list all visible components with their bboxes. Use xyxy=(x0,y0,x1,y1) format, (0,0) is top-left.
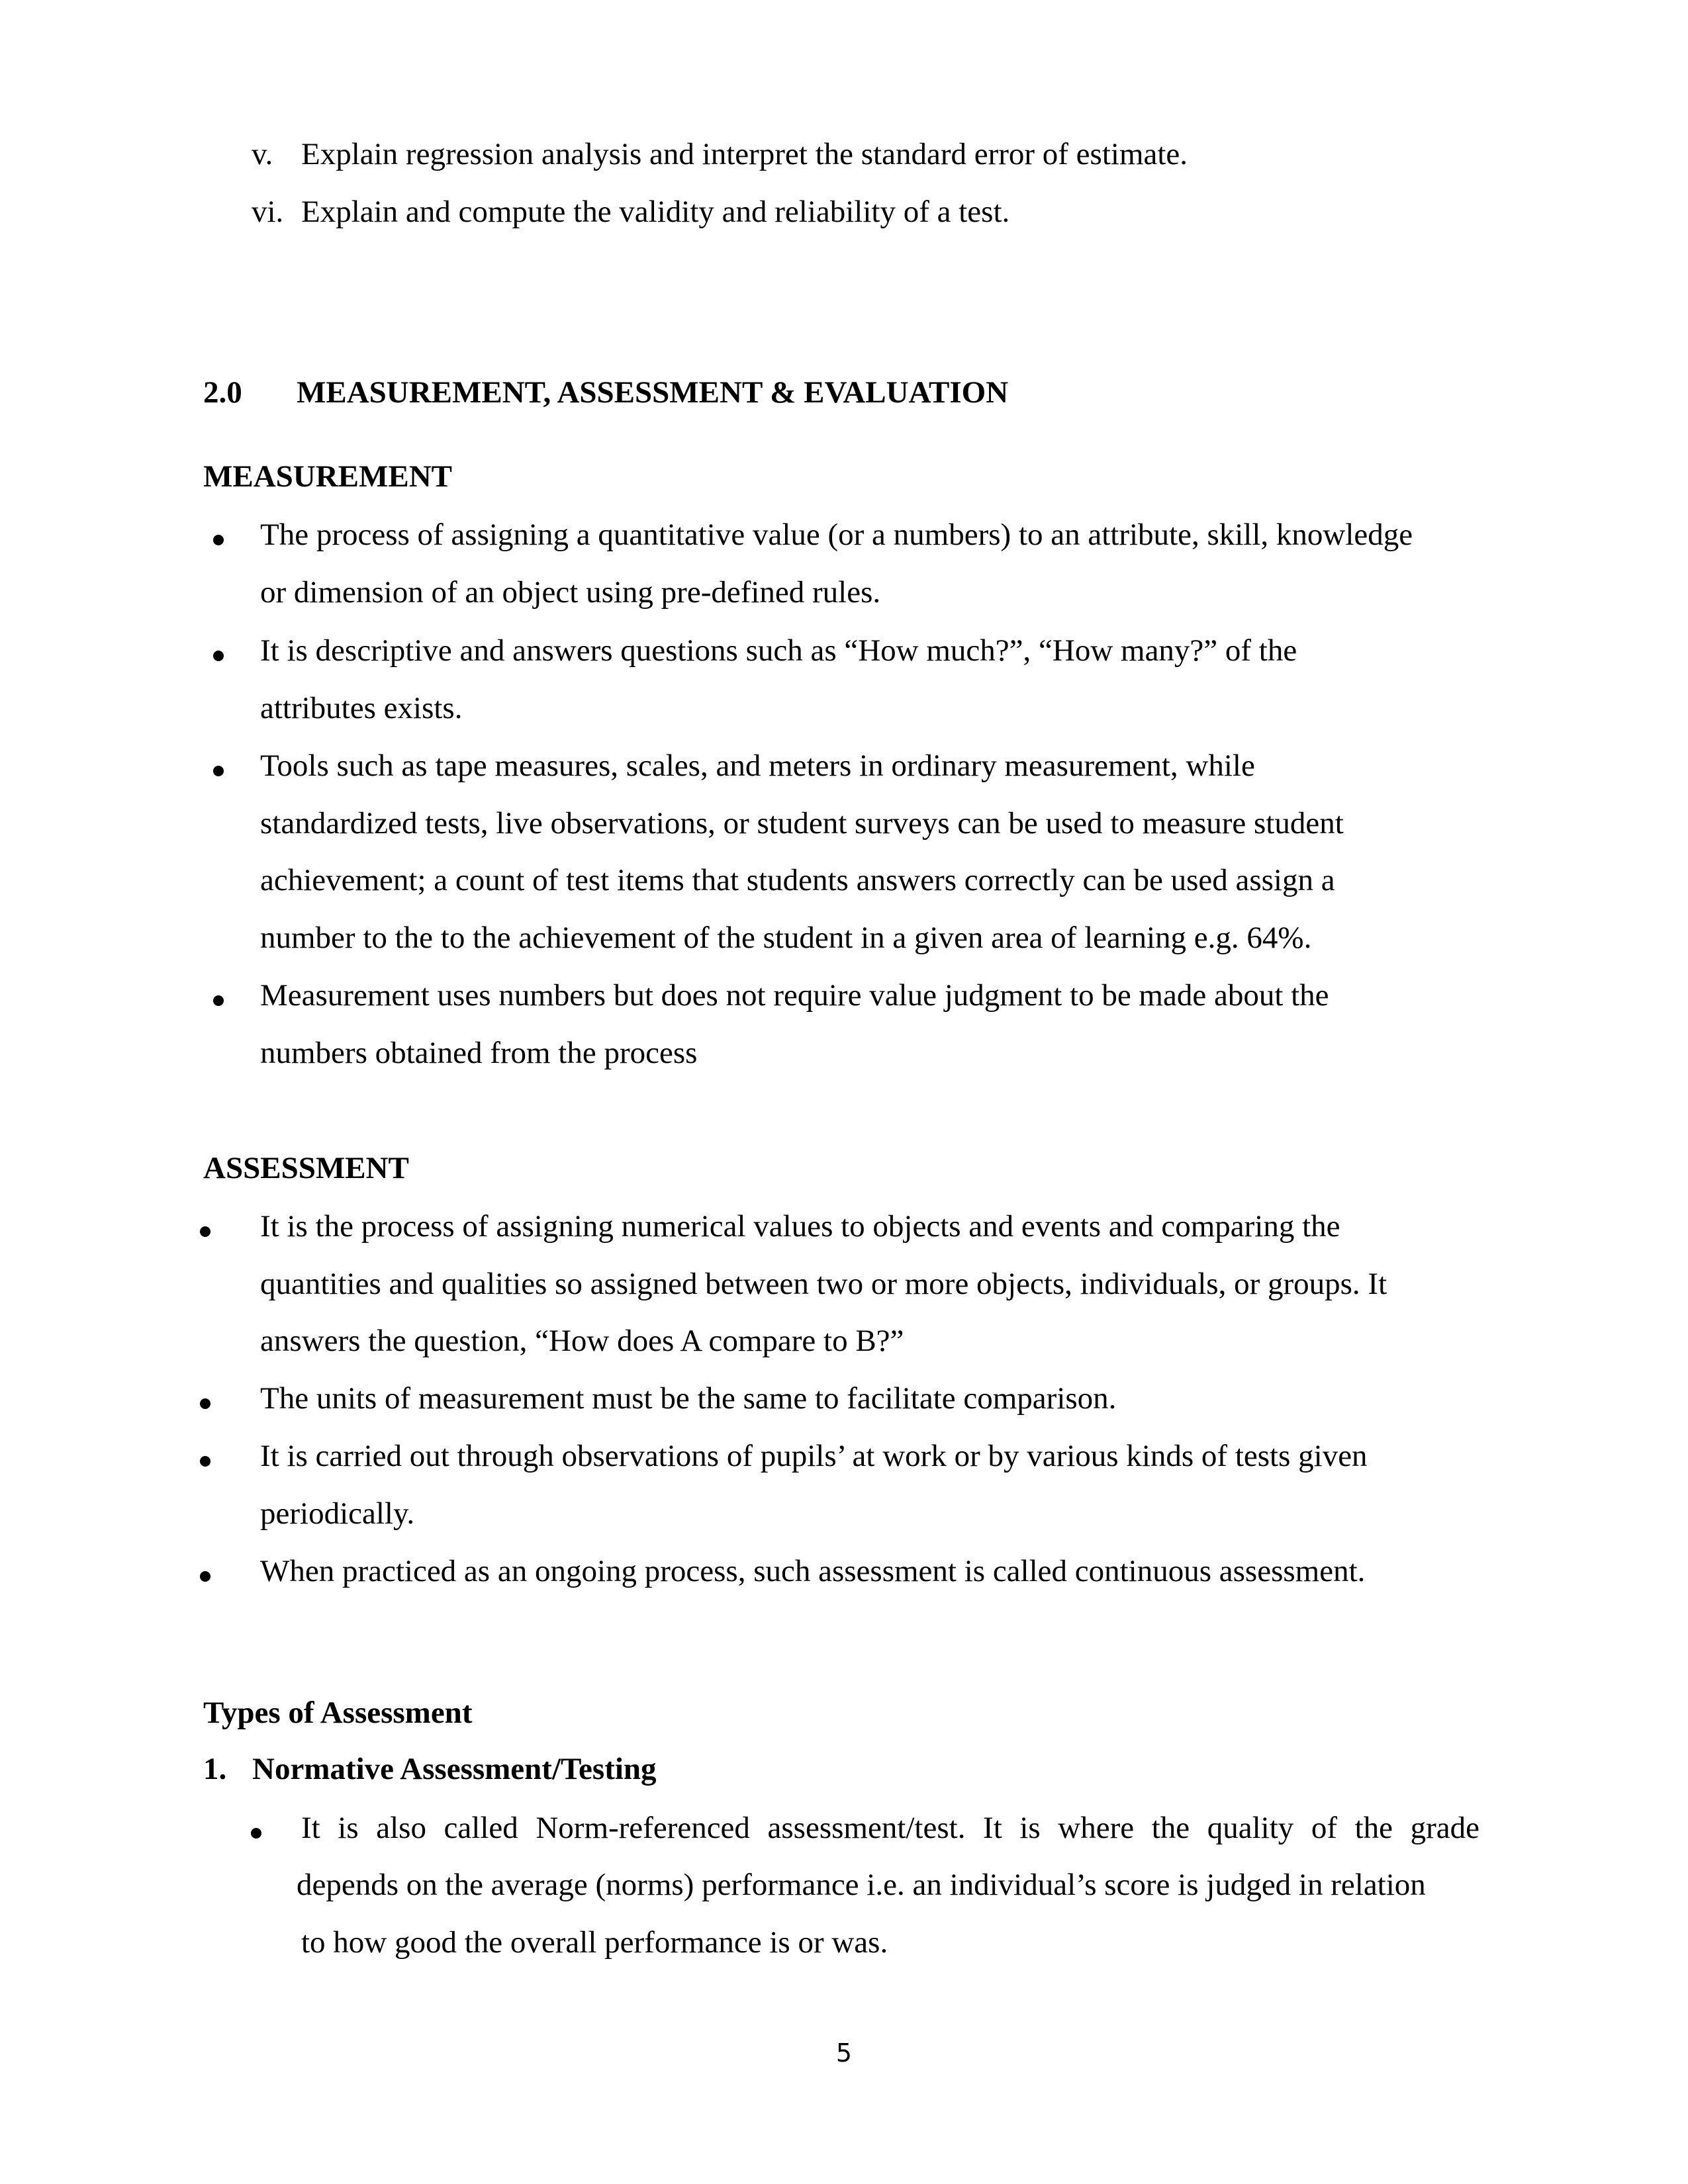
measurement-bullet-line: or dimension of an object using pre-defined rules. xyxy=(260,575,881,610)
objective-number: vi. xyxy=(252,195,284,229)
measurement-bullet-line: number to the to the achievement of the student in a given area of learning e.g. 64%. xyxy=(260,921,1312,955)
objective-text: Explain and compute the validity and reliability of a test. xyxy=(301,195,1010,229)
assessment-bullet-line: The units of measurement must be the same to facilitate comparison. xyxy=(260,1381,1117,1416)
assessment-bullet-line: It is carried out through observations of pupils’ at work or by various kinds of tests given xyxy=(260,1439,1368,1473)
bullet-icon xyxy=(200,1398,211,1409)
measurement-heading: MEASUREMENT xyxy=(203,459,453,494)
types-item-title: Normative Assessment/Testing xyxy=(252,1752,657,1786)
types-bullet-line: to how good the overall performance is or was. xyxy=(301,1925,888,1960)
types-bullet-line: It is also called Norm-referenced assessment/test. It is where the quality of the grade xyxy=(301,1811,1479,1845)
assessment-bullet-line: quantities and qualities so assigned between two or more objects, individuals, or groups. It xyxy=(260,1267,1387,1301)
bullet-icon xyxy=(200,1456,211,1467)
objective-number: v. xyxy=(252,137,273,171)
bullet-icon xyxy=(251,1828,261,1839)
types-heading: Types of Assessment xyxy=(203,1696,473,1730)
assessment-bullet-line: answers the question, “How does A compare to B?” xyxy=(260,1324,904,1358)
types-item-number: 1. xyxy=(203,1752,227,1786)
measurement-bullet-line: achievement; a count of test items that students answers correctly can be used assign a xyxy=(260,863,1335,897)
assessment-heading: ASSESSMENT xyxy=(203,1151,409,1185)
bullet-icon xyxy=(213,535,224,545)
assessment-bullet-line: When practiced as an ongoing process, such assessment is called continuous assessment. xyxy=(260,1554,1366,1588)
measurement-bullet-line: attributes exists. xyxy=(260,691,463,725)
measurement-bullet-line: numbers obtained from the process xyxy=(260,1036,698,1070)
measurement-bullet-line: Measurement uses numbers but does not require value judgment to be made about the xyxy=(260,978,1329,1013)
section-number: 2.0 xyxy=(203,375,242,410)
assessment-bullet-line: periodically. xyxy=(260,1496,415,1531)
measurement-bullet-line: It is descriptive and answers questions such as “How much?”, “How many?” of the xyxy=(260,633,1297,668)
measurement-bullet-line: standardized tests, live observations, or student surveys can be used to measure student xyxy=(260,806,1344,841)
bullet-icon xyxy=(213,651,224,661)
page-number: 5 xyxy=(835,2038,853,2068)
objective-text: Explain regression analysis and interpret the standard error of estimate. xyxy=(301,137,1188,171)
section-title: MEASUREMENT, ASSESSMENT & EVALUATION xyxy=(297,375,1009,410)
bullet-icon xyxy=(200,1226,211,1237)
bullet-icon xyxy=(200,1571,211,1582)
assessment-bullet-line: It is the process of assigning numerical values to objects and events and comparing the xyxy=(260,1209,1340,1244)
measurement-bullet-line: The process of assigning a quantitative value (or a numbers) to an attribute, skill, knowledge xyxy=(260,518,1413,552)
types-bullet-line: depends on the average (norms) performance i.e. an individual’s score is judged in relation xyxy=(297,1868,1426,1902)
bullet-icon xyxy=(213,995,224,1006)
bullet-icon xyxy=(213,766,224,776)
measurement-bullet-line: Tools such as tape measures, scales, and meters in ordinary measurement, while xyxy=(260,749,1255,783)
